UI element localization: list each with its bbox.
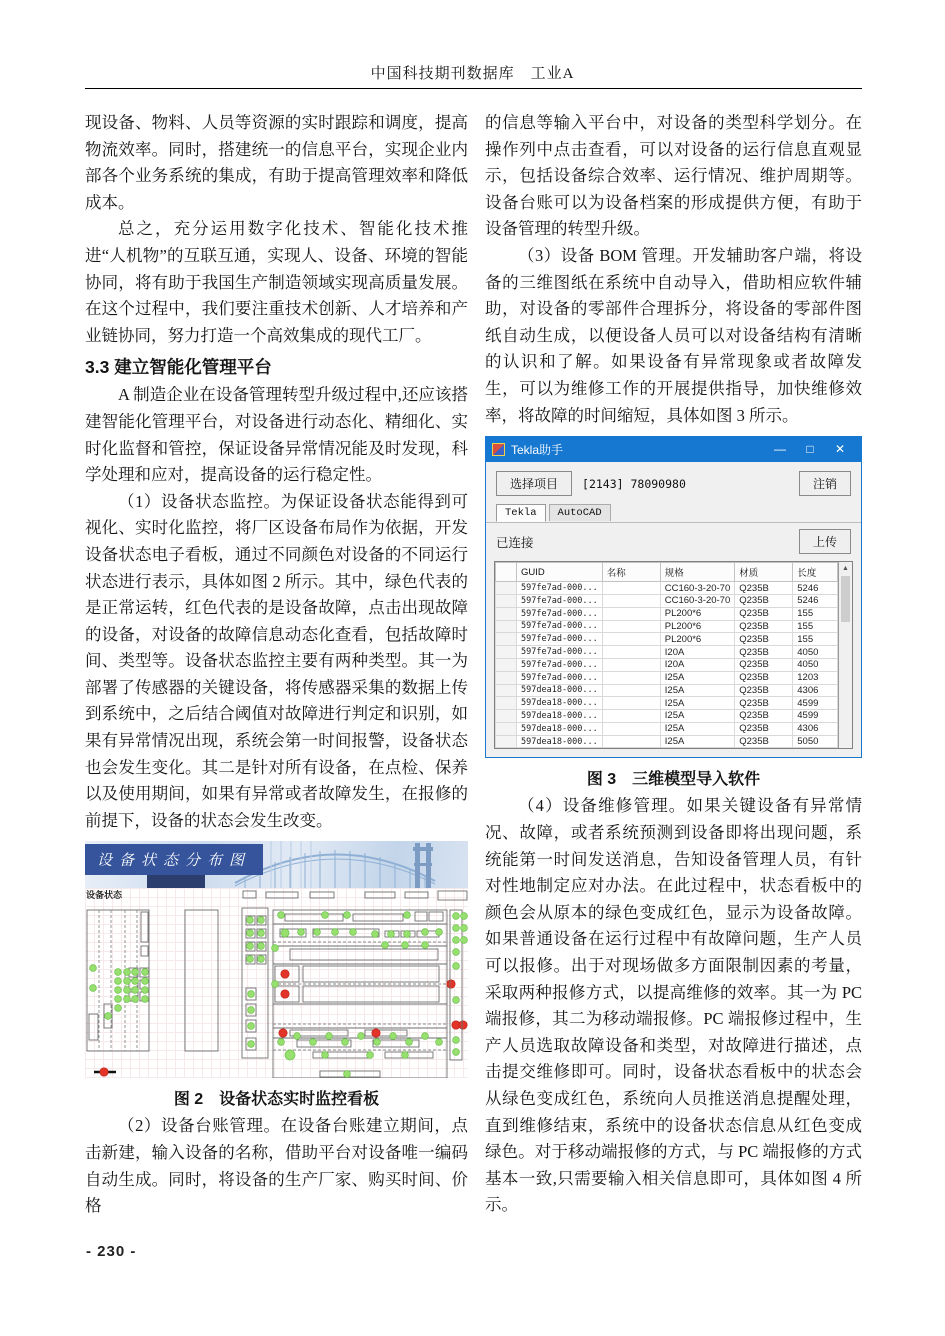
table-cell: 5246 <box>793 594 838 607</box>
source-tabs <box>486 501 861 521</box>
normal-equipment-dot <box>258 917 265 924</box>
table-cell: 4306 <box>793 684 838 697</box>
row-selector-cell <box>496 735 517 748</box>
table-cell: 597fe7ad-000... <box>517 671 603 684</box>
normal-equipment-dot <box>247 930 254 937</box>
normal-equipment-dot <box>374 1039 381 1046</box>
normal-equipment-dot <box>342 1039 349 1046</box>
row-selector-cell <box>496 594 517 607</box>
normal-equipment-dot <box>247 917 254 924</box>
table-cell: 5050 <box>793 735 838 748</box>
table-cell: Q235B <box>735 658 793 671</box>
table-row <box>496 671 838 684</box>
normal-equipment-dot <box>272 981 279 988</box>
row-selector-cell <box>496 633 517 646</box>
normal-equipment-dot <box>142 969 149 976</box>
normal-equipment-dot <box>247 943 254 950</box>
banner-title-box <box>85 844 263 875</box>
normal-equipment-dot <box>404 912 411 919</box>
table-cell: 1203 <box>793 671 838 684</box>
normal-equipment-dot <box>278 912 285 919</box>
table-cell: I25A <box>660 684 734 697</box>
logout-button: 注销 <box>799 471 851 496</box>
window-title: Tekla助手 <box>511 443 564 458</box>
normal-equipment-dot <box>388 931 395 938</box>
normal-equipment-dot <box>285 1050 295 1060</box>
table-cell: Q235B <box>735 735 793 748</box>
fault-equipment-dot <box>459 1021 467 1029</box>
row-selector-cell <box>496 658 517 671</box>
table-cell: PL200*6 <box>660 633 734 646</box>
tekla-titlebar <box>486 437 861 462</box>
table-cell: PL200*6 <box>660 607 734 620</box>
normal-equipment-dot <box>326 1033 333 1040</box>
row-selector-cell <box>496 582 517 595</box>
fault-equipment-dot <box>100 1068 108 1076</box>
paragraph: （1）设备状态监控。为保证设备状态能得到可视化、实时化监控，将厂区设备布局作为依据，开发设备状态电子看板，通过不同颜色对设备的不同运行状态进行表示，具体如图 2 所示。其中，绿色代表的是正常运转，红色代表的是设备故障，点击出现故障的设备，对设备的故障信息动态化查看，包括故障时间、类型等。设备状态监控主要有两种类型。其一为部署了传感器的关键设备，将传感器采集的数据上传到系统中，之后结合阈值对故障进行判定和识别，如果有异常情况出现，系统会第一时间报警，设备状态也会发生变化。其二是针对所有设备，在点检、保养以及使用期间，如果有异常或者故障发生，在报修的前提下，设备的状态会发生改变。 <box>85 491 468 830</box>
table-cell: 597fe7ad-000... <box>517 607 603 620</box>
table-cell: Q235B <box>735 722 793 735</box>
left-column <box>85 110 468 1220</box>
normal-equipment-dot <box>90 985 97 992</box>
normal-equipment-dot <box>142 996 149 1003</box>
row-selector-cell <box>496 684 517 697</box>
table-cell: 155 <box>793 620 838 633</box>
table-cell: I25A <box>660 710 734 723</box>
table-row <box>496 735 838 748</box>
normal-equipment-dot <box>453 925 460 932</box>
col-name: 名称 <box>602 563 660 582</box>
normal-equipment-dot <box>344 1071 351 1078</box>
tab-tekla: Tekla <box>496 504 546 522</box>
table-cell <box>602 671 660 684</box>
journal-header: 中国科技期刊数据库 工业A <box>370 66 575 82</box>
paragraph: 的信息等输入平台中，对设备的类型科学划分。在操作列中点击查看，可以对设备的运行信息直观显示，包括设备综合效率、运行情况、维护周期等。设备台账可以为设备档案的形成提供方便，有助于设备管理的转型升级。 <box>485 113 862 239</box>
normal-equipment-dot <box>90 965 97 972</box>
normal-equipment-dot <box>115 987 122 994</box>
table-cell: 597fe7ad-000... <box>517 658 603 671</box>
parts-table <box>495 562 838 748</box>
normal-equipment-dot <box>461 937 468 944</box>
normal-equipment-dot <box>132 978 139 985</box>
normal-equipment-dot <box>453 997 460 1004</box>
normal-equipment-dot <box>115 996 122 1003</box>
table-cell <box>602 582 660 595</box>
normal-equipment-dot <box>382 942 389 949</box>
table-cell: 597fe7ad-000... <box>517 646 603 659</box>
normal-equipment-dot <box>124 978 131 985</box>
normal-equipment-dot <box>248 1007 255 1014</box>
app-icon <box>492 443 505 456</box>
normal-equipment-dot <box>124 969 131 976</box>
row-selector-cell <box>496 620 517 633</box>
table-cell: 155 <box>793 607 838 620</box>
table-cell: Q235B <box>735 607 793 620</box>
normal-equipment-dot <box>453 1037 460 1044</box>
table-cell: Q235B <box>735 646 793 659</box>
normal-equipment-dot <box>142 987 149 994</box>
table-cell: 4599 <box>793 710 838 723</box>
col-spec: 规格 <box>660 563 734 582</box>
fault-equipment-dot <box>281 970 289 978</box>
table-scrollbar <box>838 562 852 748</box>
normal-equipment-dot <box>322 1052 329 1059</box>
paragraph: A 制造企业在设备管理转型升级过程中,还应该搭建智能化管理平台，对设备进行动态化、精细化、实时化监督和管控，保证设备异常情况能及时发现，科学处理和应对，提高设备的运行稳定性。 <box>85 385 468 485</box>
normal-equipment-dot <box>436 929 443 936</box>
table-cell <box>602 722 660 735</box>
normal-equipment-dot <box>247 956 254 963</box>
normal-equipment-dot <box>453 949 460 956</box>
normal-equipment-dot <box>248 991 255 998</box>
normal-equipment-dot <box>132 969 139 976</box>
header-rule <box>85 88 862 89</box>
normal-equipment-dot <box>298 929 305 936</box>
table-cell: 4050 <box>793 646 838 659</box>
tab-autocad: AutoCAD <box>549 504 611 521</box>
table-cell: 597dea18-000... <box>517 710 603 723</box>
scroll-up-icon: ▲ <box>842 565 849 573</box>
table-cell: 597fe7ad-000... <box>517 620 603 633</box>
table-row <box>496 684 838 697</box>
window-controls <box>765 437 855 462</box>
table-cell: Q235B <box>735 594 793 607</box>
scrollbar-thumb <box>841 576 850 622</box>
fault-equipment-dot <box>279 1029 287 1037</box>
right-column <box>485 110 862 1220</box>
table-cell: 597dea18-000... <box>517 735 603 748</box>
connection-status: 已连接 <box>496 535 534 550</box>
table-cell: CC160-3-20-70 <box>660 582 734 595</box>
project-id: [2143] 78090980 <box>582 476 686 491</box>
table-row <box>496 697 838 710</box>
table-row <box>496 582 838 595</box>
paragraph: （4）设备维修管理。如果关键设备有异常情况、故障，或者系统预测到设备即将出现问题，系统能第一时间发送消息，告知设备管理人员，有针对性地制定应对办法。在此过程中，状态看板中的颜色会从原本的绿色变成红色，显示为设备故障。如果普通设备在运行过程中有故障问题，生产人员可以报修。出于对现场做多方面限制因素的考量，采取两种报修方式，以提高维修的效率。其一为 PC 端报修，其二为移动端报修。PC 端报修过程中，生产人员选取故障设备和类型，对故障进行描述，点击提交维修即可。同时，设备状态看板中的状态会从绿色变成红色，系统向人员推送消息提醒处理，直到维修结束，系统中的设备状态信息从红色变成绿色。对于移动端报修的方式，与 PC 端报修的方式基本一致,只需要输入相关信息即可，具体如图 4 所示。 <box>485 796 862 1215</box>
table-cell <box>602 735 660 748</box>
normal-equipment-dot <box>390 1033 397 1040</box>
bridge-tower <box>147 875 205 888</box>
page-number: - 230 - <box>86 1243 137 1260</box>
table-cell: 4599 <box>793 697 838 710</box>
row-selector-cell <box>496 722 517 735</box>
table-cell: Q235B <box>735 684 793 697</box>
normal-equipment-dot <box>461 925 468 932</box>
normal-equipment-dot <box>422 942 429 949</box>
select-project-button: 选择项目 <box>496 471 572 496</box>
normal-equipment-dot <box>453 937 460 944</box>
table-cell <box>602 607 660 620</box>
normal-equipment-dot <box>367 1052 374 1059</box>
table-cell: CC160-3-20-70 <box>660 594 734 607</box>
row-selector-cell <box>496 671 517 684</box>
normal-equipment-dot <box>332 929 339 936</box>
legend-label: 设备状态 <box>86 890 123 901</box>
figure-3-caption: 图 3 三维模型导入软件 <box>586 771 761 789</box>
normal-equipment-dot <box>142 978 149 985</box>
table-cell <box>602 620 660 633</box>
table-cell: I25A <box>660 722 734 735</box>
table-row <box>496 722 838 735</box>
table-cell <box>602 710 660 723</box>
normal-equipment-dot <box>248 1023 255 1030</box>
col-select <box>496 563 517 582</box>
normal-equipment-dot <box>115 978 122 985</box>
table-cell: 597fe7ad-000... <box>517 594 603 607</box>
table-cell: I25A <box>660 671 734 684</box>
floor-plan <box>85 888 468 1078</box>
table-cell <box>602 646 660 659</box>
normal-equipment-dot <box>132 996 139 1003</box>
col-length: 长度 <box>793 563 838 582</box>
normal-equipment-dot <box>453 1049 460 1056</box>
normal-equipment-dot <box>272 945 279 952</box>
maximize-icon: □ <box>806 442 814 457</box>
fault-equipment-dot <box>281 990 289 998</box>
normal-equipment-dot <box>350 929 357 936</box>
paragraph: 总之，充分运用数字化技术、智能化技术推进“人机物”的互联互通，实现人、设备、环境的智能协同，将有助于我国生产制造领域实现高质量发展。在这个过程中，我们要注重技术创新、人才培养和产业链协同，努力打造一个高效集成的现代工厂。 <box>85 219 468 345</box>
banner-title: 设备状态分布图 <box>96 853 251 870</box>
status-row <box>486 522 861 559</box>
table-cell: I20A <box>660 646 734 659</box>
figure-2-dashboard <box>85 841 468 1078</box>
normal-equipment-dot <box>115 969 122 976</box>
normal-equipment-dot <box>124 987 131 994</box>
table-cell: 597fe7ad-000... <box>517 633 603 646</box>
normal-equipment-dot <box>281 929 289 937</box>
table-cell: I25A <box>660 697 734 710</box>
normal-equipment-dot <box>402 942 409 949</box>
table-cell: Q235B <box>735 671 793 684</box>
row-selector-cell <box>496 710 517 723</box>
table-cell: 597dea18-000... <box>517 722 603 735</box>
normal-equipment-dot <box>258 930 265 937</box>
table-cell: I25A <box>660 735 734 748</box>
normal-equipment-dot <box>258 956 265 963</box>
fault-equipment-dot <box>447 980 455 988</box>
paragraph: （2）设备台账管理。在设备台账建立期间，点击新建，输入设备的名称，借助平台对设备唯一编码自动生成。同时，将设备的生产厂家、购买时间、价格 <box>85 1116 468 1216</box>
normal-equipment-dot <box>453 913 460 920</box>
table-cell <box>602 658 660 671</box>
close-icon: ✕ <box>834 442 846 457</box>
table-cell: Q235B <box>735 582 793 595</box>
normal-equipment-dot <box>248 1041 255 1048</box>
row-selector-cell <box>496 697 517 710</box>
normal-equipment-dot <box>115 1005 122 1012</box>
normal-equipment-dot <box>124 996 131 1003</box>
table-row <box>496 646 838 659</box>
col-guid: GUID <box>517 563 603 582</box>
table-cell <box>602 594 660 607</box>
table-cell: PL200*6 <box>660 620 734 633</box>
table-cell <box>602 633 660 646</box>
paragraph: 现设备、物料、人员等资源的实时跟踪和调度，提高物流效率。同时，搭建统一的信息平台，实现企业内部各个业务系统的集成，有助于提高管理效率和降低成本。 <box>85 113 468 212</box>
figure-2-caption: 图 2 设备状态实时监控看板 <box>173 1091 380 1109</box>
normal-equipment-dot <box>314 929 321 936</box>
tekla-window <box>485 436 862 758</box>
normal-equipment-dot <box>322 912 329 919</box>
table-row <box>496 710 838 723</box>
table-cell: 4050 <box>793 658 838 671</box>
dashboard-banner <box>85 841 468 888</box>
table-cell: Q235B <box>735 633 793 646</box>
normal-equipment-dot <box>406 1039 413 1046</box>
normal-equipment-dot <box>310 1039 317 1046</box>
table-cell: 155 <box>793 633 838 646</box>
normal-equipment-dot <box>372 931 379 938</box>
normal-equipment-dot <box>453 963 460 970</box>
normal-equipment-dot <box>461 913 468 920</box>
normal-equipment-dot <box>258 943 265 950</box>
table-row <box>496 607 838 620</box>
table-cell: 5246 <box>793 582 838 595</box>
table-cell <box>602 684 660 697</box>
normal-equipment-dot <box>105 1013 112 1020</box>
normal-equipment-dot <box>132 987 139 994</box>
normal-equipment-dot <box>436 1039 443 1046</box>
normal-equipment-dot <box>294 1033 301 1040</box>
upload-button: 上传 <box>799 529 851 554</box>
table-row <box>496 594 838 607</box>
table-row <box>496 620 838 633</box>
normal-equipment-dot <box>344 912 351 919</box>
section-heading: 3.3 建立智能化管理平台 <box>85 357 272 378</box>
normal-equipment-dot <box>422 929 429 936</box>
table-cell: Q235B <box>735 620 793 633</box>
table-cell: Q235B <box>735 697 793 710</box>
table-cell: I20A <box>660 658 734 671</box>
table-cell: 597dea18-000... <box>517 684 603 697</box>
normal-equipment-dot <box>278 1039 285 1046</box>
table-header-row <box>496 563 838 582</box>
floor-plan-graphic <box>85 888 468 1078</box>
normal-equipment-dot <box>358 1033 365 1040</box>
table-cell: 597dea18-000... <box>517 697 603 710</box>
table-cell <box>602 697 660 710</box>
table-row <box>496 658 838 671</box>
normal-equipment-dot <box>404 931 411 938</box>
paragraph: （3）设备 BOM 管理。开发辅助客户端，将设备的三维图纸在系统中自动导入，借助相应软件辅助，对设备的零部件合理拆分，将设备的零部件图纸自动生成，以便设备人员可以对设备结构有清晰的认识和了解。如果设备有异常现象或者故障发生，可以为维修工作的开展提供指导，加快维修效率，将故障的时间缩短，具体如图 3 所示。 <box>485 245 862 425</box>
row-selector-cell <box>496 646 517 659</box>
row-selector-cell <box>496 607 517 620</box>
project-toolbar <box>486 462 861 501</box>
minimize-icon: — <box>774 442 786 457</box>
table-cell: Q235B <box>735 710 793 723</box>
two-column-body <box>85 110 862 1220</box>
normal-equipment-dot <box>422 1033 429 1040</box>
fault-equipment-dot <box>372 1029 380 1037</box>
col-material: 材质 <box>735 563 793 582</box>
table-row <box>496 633 838 646</box>
parts-grid <box>494 561 853 749</box>
table-cell: 4306 <box>793 722 838 735</box>
table-cell: 597fe7ad-000... <box>517 582 603 595</box>
normal-equipment-dot <box>402 1052 409 1059</box>
